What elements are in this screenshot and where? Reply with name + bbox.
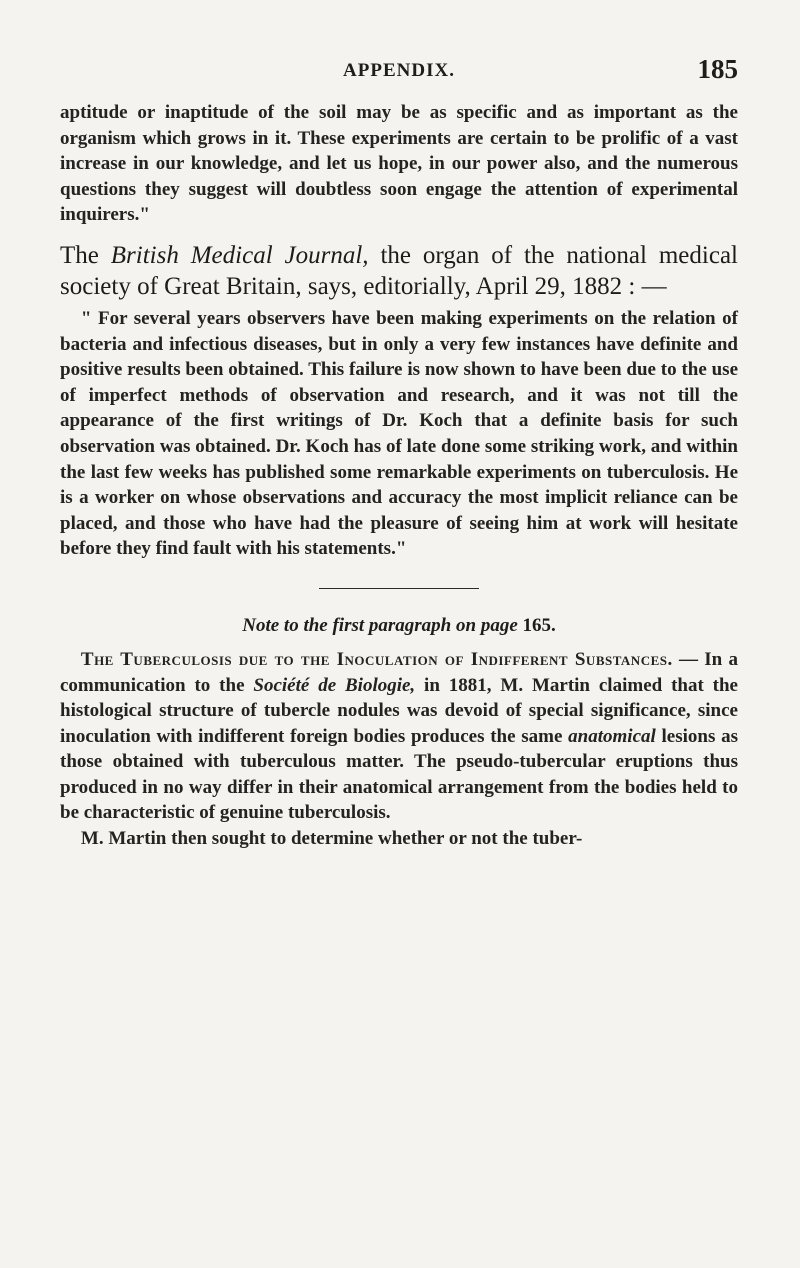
note-heading bbox=[60, 615, 738, 637]
note-heading-text: Note to the first paragraph on page bbox=[242, 614, 518, 636]
society-name: Société de Biologie, bbox=[253, 674, 416, 696]
para4-part2: in 1881, M. Martin claimed that the histological structure of tubercle nodules was devoid of special significance, since inoculation with indifferent foreign bodies produces the same bbox=[60, 674, 738, 747]
running-head bbox=[60, 54, 738, 100]
running-title: APPENDIX. bbox=[343, 60, 455, 81]
para4-part3: lesions as those obtained with tuberculous matter. The pseudo-tubercular eruptions thus produced in no way differ in their anatomical arrangement from the bodies held to be characteristic of genuine tuberculosis. bbox=[60, 725, 738, 824]
book-page bbox=[60, 54, 738, 852]
note-heading-page: 165. bbox=[522, 614, 556, 636]
para4-part1: — In a communication to the bbox=[60, 648, 738, 696]
paragraph-bmj-quote: " For several years observers have been making experiments on the relation of bacteria and infectious diseases, but in only a very few instances have definite and positive results been obtained. This failure is now shown to have been due to the use of imperfect methods of observation and research, and it was not till the appearance of the first writings of Dr. Koch that a definite basis for such observation was obtained. Dr. Koch has of late done some striking work, and within the last few weeks has published some remarkable experiments on tuberculosis. He is a worker on whose observations and accuracy the most implicit reliance can be placed, and those who have had the pleasure of seeing him at work will hesitate before they find fault with his statements." bbox=[60, 307, 738, 560]
paragraph-martin-tuber: M. Martin then sought to determine whether or not the tuber- bbox=[80, 828, 583, 850]
section-title: The Tuberculosis due to the Inoculation of Indifferent Substances. bbox=[80, 648, 673, 670]
journal-title: British Medical Journal, bbox=[110, 241, 369, 269]
bmj-intro-prefix: The bbox=[60, 241, 111, 269]
paragraph-quote-end: aptitude or inaptitude of the soil may be as specific and as important as the organism which grows in it. These experiments are certain to be prolific of a vast increase in our knowledge, and let us hope, in our power also, and the numerous questions they suggest will doubtless soon engage the attention of experimental inquirers." bbox=[60, 102, 738, 226]
anatomical-word: anatomical bbox=[568, 725, 656, 747]
section-divider bbox=[319, 588, 479, 589]
page-number: 185 bbox=[697, 54, 738, 84]
paragraph-tuberculosis-inoculation bbox=[60, 647, 738, 826]
paragraph-bmj-intro bbox=[60, 240, 738, 302]
bmj-intro-rest: the organ of the national medical society of Great Britain, says, editorially, April 29, 1882 : — bbox=[60, 241, 738, 300]
